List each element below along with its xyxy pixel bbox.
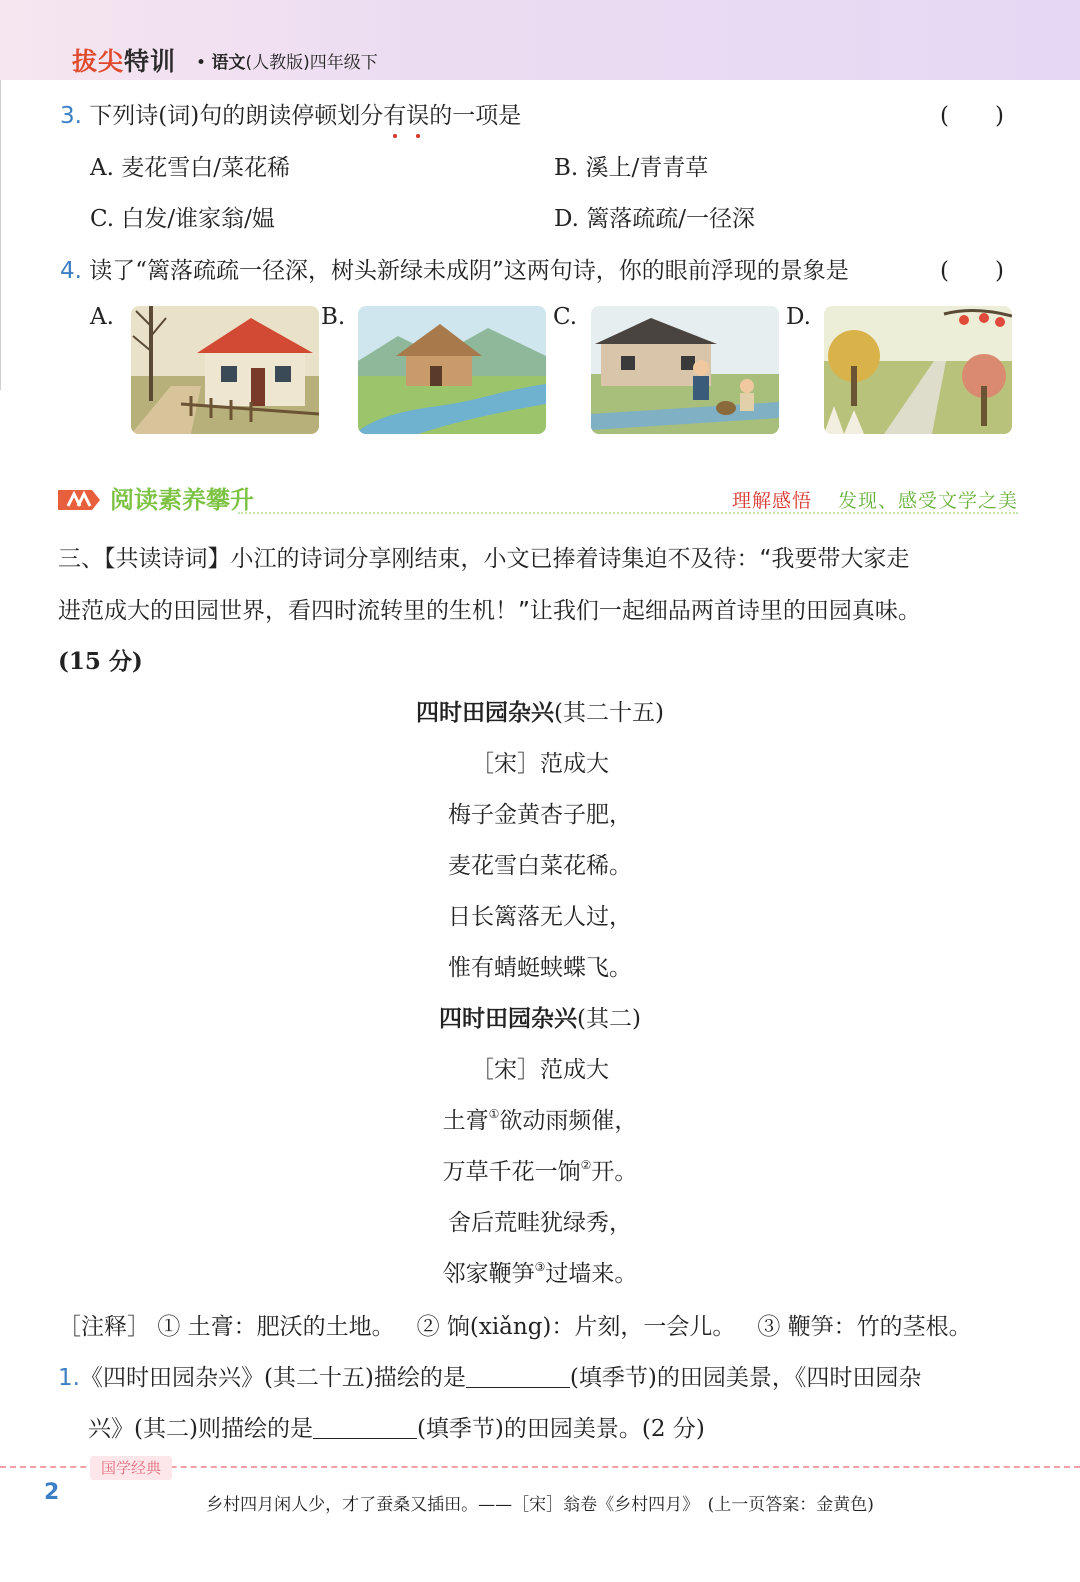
note-1: ① 土膏：肥沃的土地。 <box>157 1314 395 1340</box>
section-title: 阅读素养攀升 <box>110 486 254 514</box>
bullet: • <box>196 53 207 73</box>
q4-answer-paren[interactable]: ( ) <box>940 258 1004 284</box>
q1-blank-1[interactable] <box>466 1367 570 1388</box>
left-rule <box>0 80 1 390</box>
option-text: 溪上/青青草 <box>585 155 709 181</box>
poem2-line-2 <box>0 1153 1080 1186</box>
q3-option-c <box>90 200 275 233</box>
note-2: ② 饷(xiǎng)：片刻，一会儿。 <box>416 1314 736 1340</box>
poem1-title <box>0 694 1080 727</box>
q4-text: 读了“篱落疏疏一径深，树头新绿未成阴”这两句诗，你的眼前浮现的景象是 <box>89 258 849 284</box>
poem2-title <box>0 1000 1080 1033</box>
poem1-line-3: 日长篱落无人过， <box>448 904 632 930</box>
footnote-marker: ② <box>580 1158 592 1172</box>
q1-number: 1. <box>58 1365 80 1391</box>
book-title <box>196 48 378 73</box>
poem1-title-text: 四时田园杂兴 <box>416 700 555 726</box>
brand-part-b: 特训 <box>124 47 177 76</box>
q1-line-2 <box>88 1410 705 1443</box>
poem2-subtitle: (其二) <box>577 1006 641 1032</box>
poem2-line-1-a: 土膏 <box>442 1108 489 1134</box>
footer-tag: 国学经典 <box>90 1456 172 1480</box>
option-label: B. <box>554 155 579 181</box>
poem2-author: ［宋］范成大 <box>471 1057 609 1083</box>
q4-stem <box>60 252 849 285</box>
poem1-subtitle: (其二十五) <box>554 700 664 726</box>
brand-logo <box>72 42 176 78</box>
edition-grade: (人教版)四年级下 <box>245 53 378 73</box>
option-label: A. <box>90 155 114 181</box>
q3-text-a: 下列诗(词)句的朗读停顿划分 <box>89 103 384 129</box>
poem2-line-4 <box>0 1255 1080 1288</box>
poem1-line-4: 惟有蜻蜓蛱蝶飞。 <box>448 955 632 981</box>
section-header <box>58 478 1018 518</box>
section-tags <box>732 486 1018 513</box>
option-text: 白发/谁家翁/媪 <box>121 206 275 232</box>
q3-emphasis-1: 有 <box>383 103 407 129</box>
section-arrow-icon <box>58 482 100 512</box>
poem2-line-2-b: 开。 <box>591 1159 638 1185</box>
q3-stem <box>60 97 521 130</box>
poem1-line-2: 麦花雪白菜花稀。 <box>448 853 632 879</box>
notes-label: ［注释］ <box>58 1314 150 1340</box>
part3-line-1: 三、【共读诗词】小江的诗词分享刚结束，小文已捧着诗集迫不及待：“我要带大家走 <box>58 546 910 572</box>
poem2-line-3: 舍后荒畦犹绿秀， <box>448 1210 632 1236</box>
part3-line-2: 进范成大的田园世界，看四时流转里的生机！”让我们一起细品两首诗里的田园真味。 <box>58 598 921 624</box>
q3-answer-paren[interactable]: ( ) <box>940 103 1004 129</box>
q4-label-a: A. <box>90 304 114 330</box>
section-divider <box>238 512 1018 514</box>
footnote-marker: ③ <box>534 1260 546 1274</box>
footnote-marker: ① <box>488 1107 500 1121</box>
poem2-line-1-b: 欲动雨频催， <box>499 1108 638 1134</box>
poem2-line-1 <box>0 1102 1080 1135</box>
brand-part-a: 拔尖 <box>72 47 125 76</box>
poem2-title-text: 四时田园杂兴 <box>439 1006 578 1032</box>
q4-image-c[interactable] <box>591 306 779 434</box>
q4-label-b: B. <box>321 304 346 330</box>
option-text: 篱落疏疏/一径深 <box>586 206 755 232</box>
footer-quote: 乡村四月闲人少，才了蚕桑又插田。——［宋］翁卷《乡村四月》 (上一页答案：金黄色) <box>206 1495 874 1515</box>
poem2-line-2-a: 万草千花一饷 <box>442 1159 581 1185</box>
part3-score: (15 分) <box>58 648 143 675</box>
q4-label-d: D. <box>786 304 811 330</box>
page-header <box>0 0 1080 80</box>
option-text: 麦花雪白/菜花稀 <box>121 155 290 181</box>
poem1-author: ［宋］范成大 <box>471 751 609 777</box>
q1-line-1 <box>58 1359 921 1392</box>
q3-option-b <box>554 149 708 182</box>
q3-text-b: 的一项是 <box>429 103 522 129</box>
option-label: C. <box>90 206 115 232</box>
q4-number: 4. <box>60 258 82 284</box>
note-3: ③ 鞭笋：竹的茎根。 <box>757 1314 972 1340</box>
q1-text-d: (填季节)的田园美景。(2 分) <box>416 1416 705 1442</box>
poem2-line-4-a: 邻家鞭笋 <box>442 1261 535 1287</box>
q3-option-d <box>554 200 755 233</box>
poem1-line-1: 梅子金黄杏子肥， <box>448 802 632 828</box>
q3-number: 3. <box>60 103 82 129</box>
q3-option-a <box>90 149 290 182</box>
q1-text-c: 兴》(其二)则描绘的是 <box>88 1416 313 1442</box>
q4-image-d[interactable] <box>824 306 1012 434</box>
q4-image-a[interactable] <box>131 306 319 434</box>
q1-text-b: (填季节)的田园美景，《四时田园杂 <box>569 1365 922 1391</box>
poem2-line-4-b: 过墙来。 <box>545 1261 638 1287</box>
q4-image-b[interactable] <box>358 306 546 434</box>
q1-text-a: 《四时田园杂兴》(其二十五)描绘的是 <box>79 1365 466 1391</box>
page-number: 2 <box>44 1480 60 1505</box>
q4-label-c: C. <box>553 304 578 330</box>
notes <box>58 1308 972 1341</box>
option-label: D. <box>554 206 579 232</box>
q3-emphasis-2: 误 <box>406 103 430 129</box>
subject: 语文 <box>211 53 246 73</box>
q1-blank-2[interactable] <box>313 1418 417 1439</box>
section-tag-2: 发现、感受文学之美 <box>837 490 1018 512</box>
section-tag-1: 理解感悟 <box>731 490 812 512</box>
